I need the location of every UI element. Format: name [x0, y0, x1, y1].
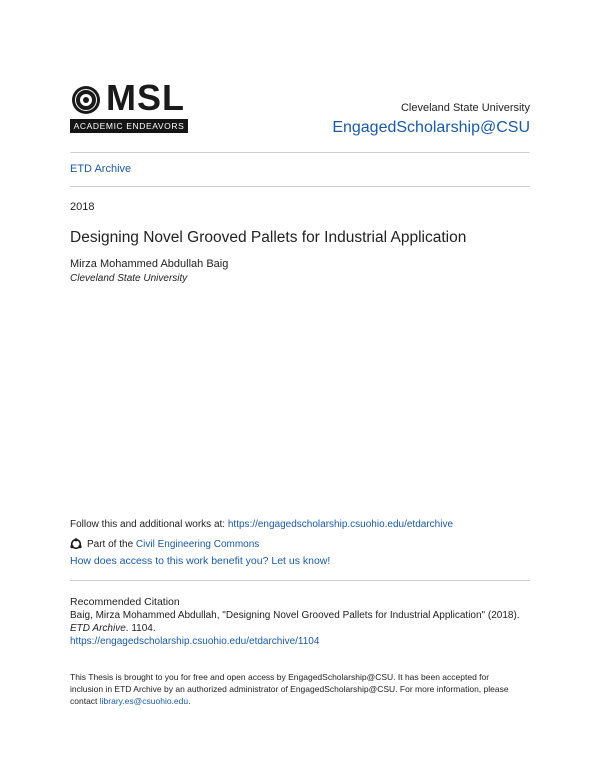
benefit-link[interactable]: How does access to this work benefit you? Let us know! [70, 555, 331, 567]
commons-link[interactable]: Civil Engineering Commons [135, 538, 260, 550]
logo-text: MSL [106, 77, 185, 118]
citation-journal-line [70, 623, 156, 634]
notice-end: . [188, 696, 191, 706]
divider [70, 580, 530, 581]
citation-heading: Recommended Citation [70, 596, 180, 608]
follow-prefix: Follow this and additional works at: [70, 519, 228, 530]
repository-link[interactable]: EngagedScholarship@CSU [332, 119, 530, 136]
divider [70, 186, 530, 187]
citation-line: Baig, Mirza Mohammed Abdullah, "Designing Novel Grooved Pallets for Industrial Application" (2018). [70, 610, 520, 621]
network-icon [70, 538, 82, 550]
seal-icon [70, 84, 102, 116]
collection-link[interactable]: ETD Archive [70, 163, 132, 175]
citation-url-link[interactable]: https://engagedscholarship.csuohio.edu/etdarchive/1104 [70, 636, 320, 647]
affiliation: Cleveland State University [70, 273, 188, 284]
follow-line [70, 519, 453, 530]
author: Mirza Mohammed Abdullah Baig [70, 258, 229, 270]
citation-number: . 1104. [125, 623, 156, 634]
access-notice [70, 671, 510, 707]
notice-text: This Thesis is brought to you for free and open access by EngagedScholarship@CSU. It has been accepted for inclusion in ETD Archive by an authorized administrator of EngagedScholarship@CSU. For more information, please contact [70, 672, 509, 706]
divider [70, 152, 530, 153]
year: 2018 [70, 201, 95, 213]
university-name: Cleveland State University [400, 102, 530, 114]
part-of-line [70, 538, 259, 550]
logo-tagline: ACADEMIC ENDEAVORS [70, 119, 188, 133]
follow-url-link[interactable]: https://engagedscholarship.csuohio.edu/etdarchive [227, 519, 454, 530]
msl-logo [70, 77, 188, 136]
paper-title: Designing Novel Grooved Pallets for Industrial Application [70, 229, 467, 246]
part-of-prefix: Part of the [87, 538, 134, 550]
contact-email-link[interactable]: library.es@csuohio.edu [99, 696, 189, 706]
citation-journal: ETD Archive [70, 623, 126, 634]
